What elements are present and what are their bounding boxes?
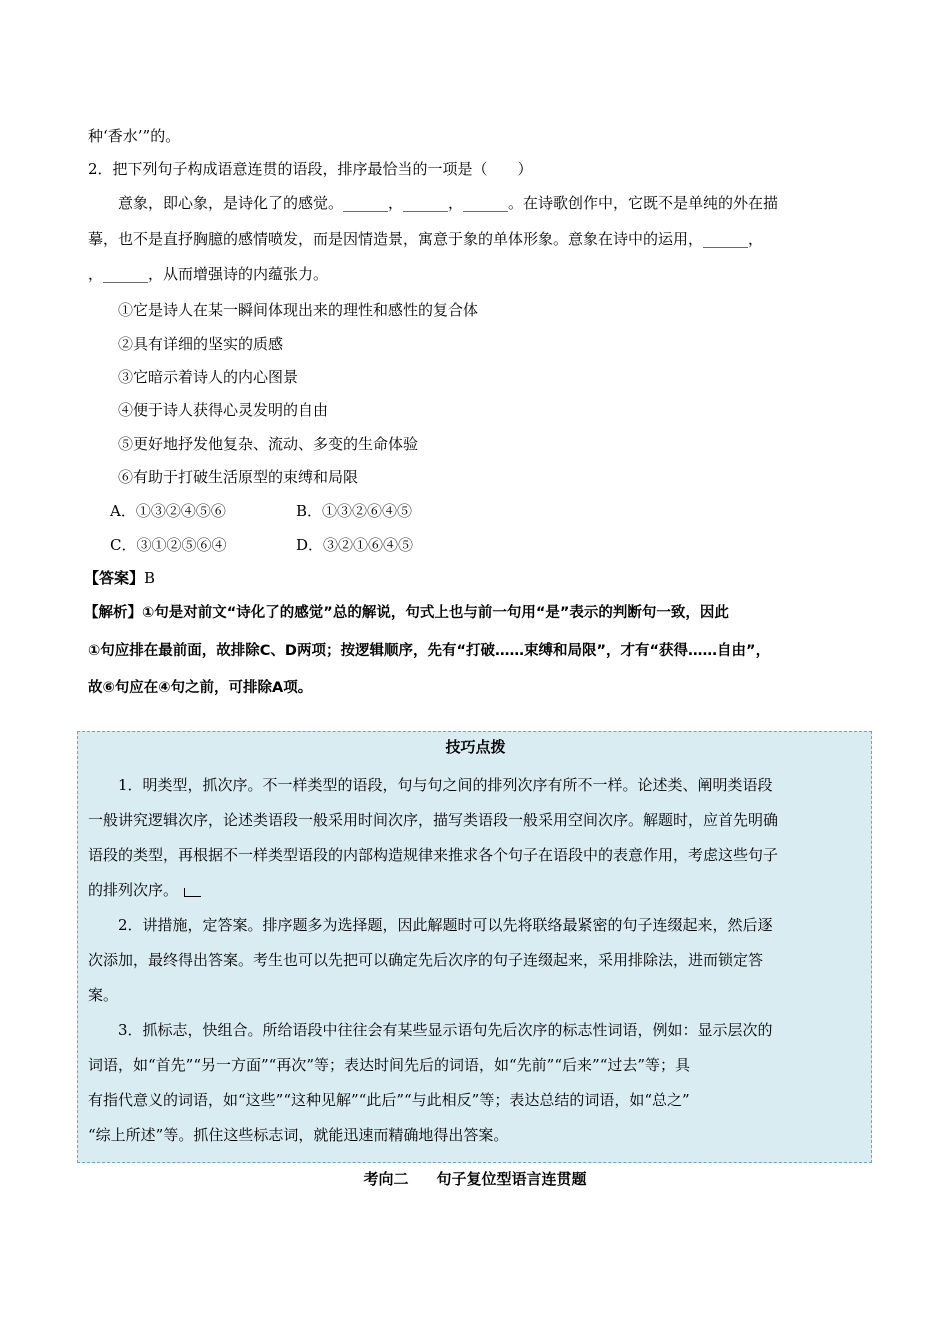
sentence-item-1: ①它是诗人在某一瞬间体现出来的理性和感性的复合体: [118, 301, 479, 319]
analysis-text: ①句是对前文“诗化了的感觉”总的解说，句式上也与前一句用“是”表示的判断句一致，因此: [142, 605, 729, 621]
sentence-item-3: ③它暗示着诗人的内心图景: [118, 368, 299, 386]
tip-line: 案。: [88, 986, 119, 1004]
passage-line: ，______，从而增强诗的内蕴张力。: [88, 265, 329, 283]
tip-line: 词语，如“首先”“另一方面”“再次”等；表达时间先后的词语，如“先前”“后来”“过去”等；具: [88, 1056, 691, 1074]
analysis-line: [84, 603, 729, 623]
answer-label: 【答案】: [84, 569, 145, 587]
question-stem: 2．把下列句子构成语意连贯的语段，排序最恰当的一项是（ ）: [88, 160, 533, 178]
section-title: 句子复位型语言连贯题: [436, 1170, 587, 1188]
option-b: B．①③②⑥④⑤: [296, 502, 413, 520]
tip-line: 3．抓标志，快组合。所给语段中往往会有某些显示语句先后次序的标志性词语，例如：显示层次的: [118, 1021, 773, 1039]
tip-line: “综上所述”等。抓住这些标志词，就能迅速而精确地得出答案。: [88, 1126, 509, 1144]
answer-line: [84, 568, 155, 588]
option-a: A．①③②④⑤⑥: [110, 502, 226, 520]
sentence-item-4: ④便于诗人获得心灵发明的自由: [118, 401, 329, 419]
section-heading: [0, 1168, 950, 1189]
tip-line: 语段的类型，再根据不一样类型语段的内部构造规律来推求各个句子在语段中的表意作用，考虑这些句子: [88, 846, 779, 864]
sentence-item-5: ⑤更好地抒发他复杂、流动、多变的生命体验: [118, 435, 419, 453]
section-part: 考向二: [363, 1170, 409, 1188]
tip-line-with-mark: [88, 880, 201, 900]
option-c: C．③①②⑤⑥④: [110, 536, 227, 554]
passage-line: 摹，也不是直抒胸臆的感情喷发，而是因情造景，寓意于象的单体形象。意象在诗中的运用，______，: [88, 230, 764, 248]
tip-line: 2．讲措施，定答案。排序题多为选择题，因此解题时可以先将联络最紧密的句子连缀起来，然后逐: [118, 916, 773, 934]
passage-line: 意象，即心象，是诗化了的感觉。______，______，______。在诗歌创作中，它既不是单纯的外在描: [118, 194, 779, 212]
intro-tail-text: 种‘香水’”的。: [88, 127, 181, 145]
tips-box: [77, 731, 872, 1163]
tip-line: 有指代意义的词语，如“这些”“这种见解”“此后”“与此相反”等；表达总结的词语，如“总之”: [88, 1091, 690, 1109]
tip-line: 次添加，最终得出答案。考生也可以先把可以确定先后次序的句子连缀起来，采用排除法，进而锁定答: [88, 951, 764, 969]
analysis-line: 故⑥句应在④句之前，可排除A项。: [88, 680, 313, 696]
corner-mark-icon: [184, 888, 201, 897]
analysis-label: 【解析】: [84, 605, 142, 621]
answer-value: B: [144, 569, 156, 587]
tip-line: 一般讲究逻辑次序，论述类语段一般采用时间次序，描写类语段一般采用空间次序。解题时，应首先明确: [88, 811, 779, 829]
sentence-item-6: ⑥有助于打破生活原型的束缚和局限: [118, 468, 359, 486]
option-d: D．③②①⑥④⑤: [296, 536, 414, 554]
tip-line: 的排列次序。: [88, 881, 179, 899]
tip-line: 1．明类型，抓次序。不一样类型的语段，句与句之间的排列次序有所不一样。论述类、阐明类语段: [118, 776, 773, 794]
sentence-item-2: ②具有详细的坚实的质感: [118, 335, 284, 353]
analysis-line: ①句应排在最前面，故排除C、D两项；按逻辑顺序，先有“打破……束缚和局限”，才有“获得……自由”，: [88, 643, 771, 659]
tips-title: 技巧点拨: [445, 738, 506, 756]
